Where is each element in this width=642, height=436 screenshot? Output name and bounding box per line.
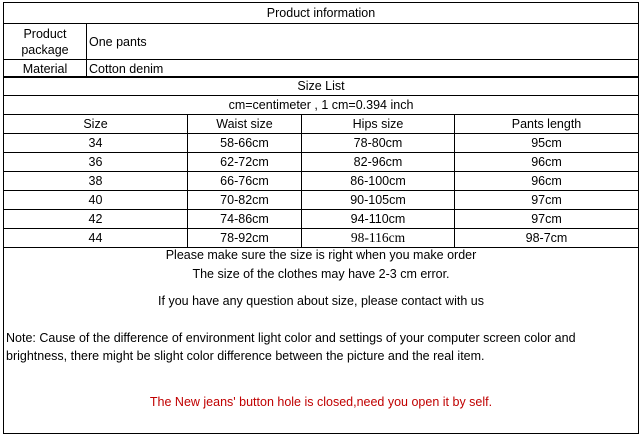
cell-size: 34: [4, 134, 188, 152]
size-table-header: [4, 115, 638, 134]
note-size-error: The size of the clothes may have 2-3 cm error.: [192, 267, 450, 281]
title-row: [4, 3, 638, 24]
note-contact: If you have any question about size, please contact with us: [158, 294, 484, 308]
note-size-check: Please make sure the size is right when you make order: [165, 248, 477, 262]
notes-section: [4, 247, 638, 433]
cell-hips: 82-96cm: [302, 153, 455, 171]
note-button-hole-warning: The New jeans' button hole is closed,need you open it by self.: [149, 395, 493, 409]
cell-hips: 78-80cm: [302, 134, 455, 152]
cell-waist: 74-86cm: [188, 210, 302, 228]
product-info-sheet: [3, 2, 639, 434]
page-title: Product information: [266, 6, 376, 20]
header-waist: Waist size: [188, 115, 302, 133]
info-label-package: Product package: [4, 24, 87, 59]
cell-waist: 66-76cm: [188, 172, 302, 190]
cell-length: 96cm: [531, 155, 562, 169]
cell-size: 44: [4, 229, 188, 247]
cell-length: 98-7cm: [525, 231, 568, 245]
info-label-material: Material: [4, 60, 87, 77]
size-list-title-row: [4, 76, 638, 96]
header-hips: Hips size: [302, 115, 455, 133]
cell-length: 97cm: [531, 212, 562, 226]
table-row: [4, 229, 638, 248]
cell-hips: 90-105cm: [302, 191, 455, 209]
cell-size: 42: [4, 210, 188, 228]
cell-length: 95cm: [531, 136, 562, 150]
cell-size: 36: [4, 153, 188, 171]
cell-hips: 94-110cm: [302, 210, 455, 228]
table-row: [4, 210, 638, 229]
cell-length: 96cm: [531, 174, 562, 188]
info-value-package: One pants: [89, 34, 147, 49]
table-row: [4, 191, 638, 210]
cell-size: 40: [4, 191, 188, 209]
info-value-material: Cotton denim: [89, 61, 164, 76]
cell-hips: 98-116cm: [302, 229, 455, 247]
header-length: Pants length: [511, 117, 582, 131]
cell-waist: 62-72cm: [188, 153, 302, 171]
table-row: [4, 153, 638, 172]
note-color-difference: Note: Cause of the difference of environment light color and settings of your computer screen color and brightness, there might be slight color difference between the picture and the real item.: [6, 331, 576, 363]
cell-waist: 58-66cm: [188, 134, 302, 152]
cell-size: 38: [4, 172, 188, 190]
unit-note: cm=centimeter , 1 cm=0.394 inch: [228, 98, 414, 112]
cell-waist: 78-92cm: [188, 229, 302, 247]
unit-note-row: [4, 96, 638, 115]
size-list-title: Size List: [297, 79, 345, 93]
cell-hips: 86-100cm: [302, 172, 455, 190]
table-row: [4, 172, 638, 191]
table-row: [4, 134, 638, 153]
cell-waist: 70-82cm: [188, 191, 302, 209]
info-row-package: [4, 24, 638, 60]
header-size: Size: [4, 115, 188, 133]
cell-length: 97cm: [531, 193, 562, 207]
